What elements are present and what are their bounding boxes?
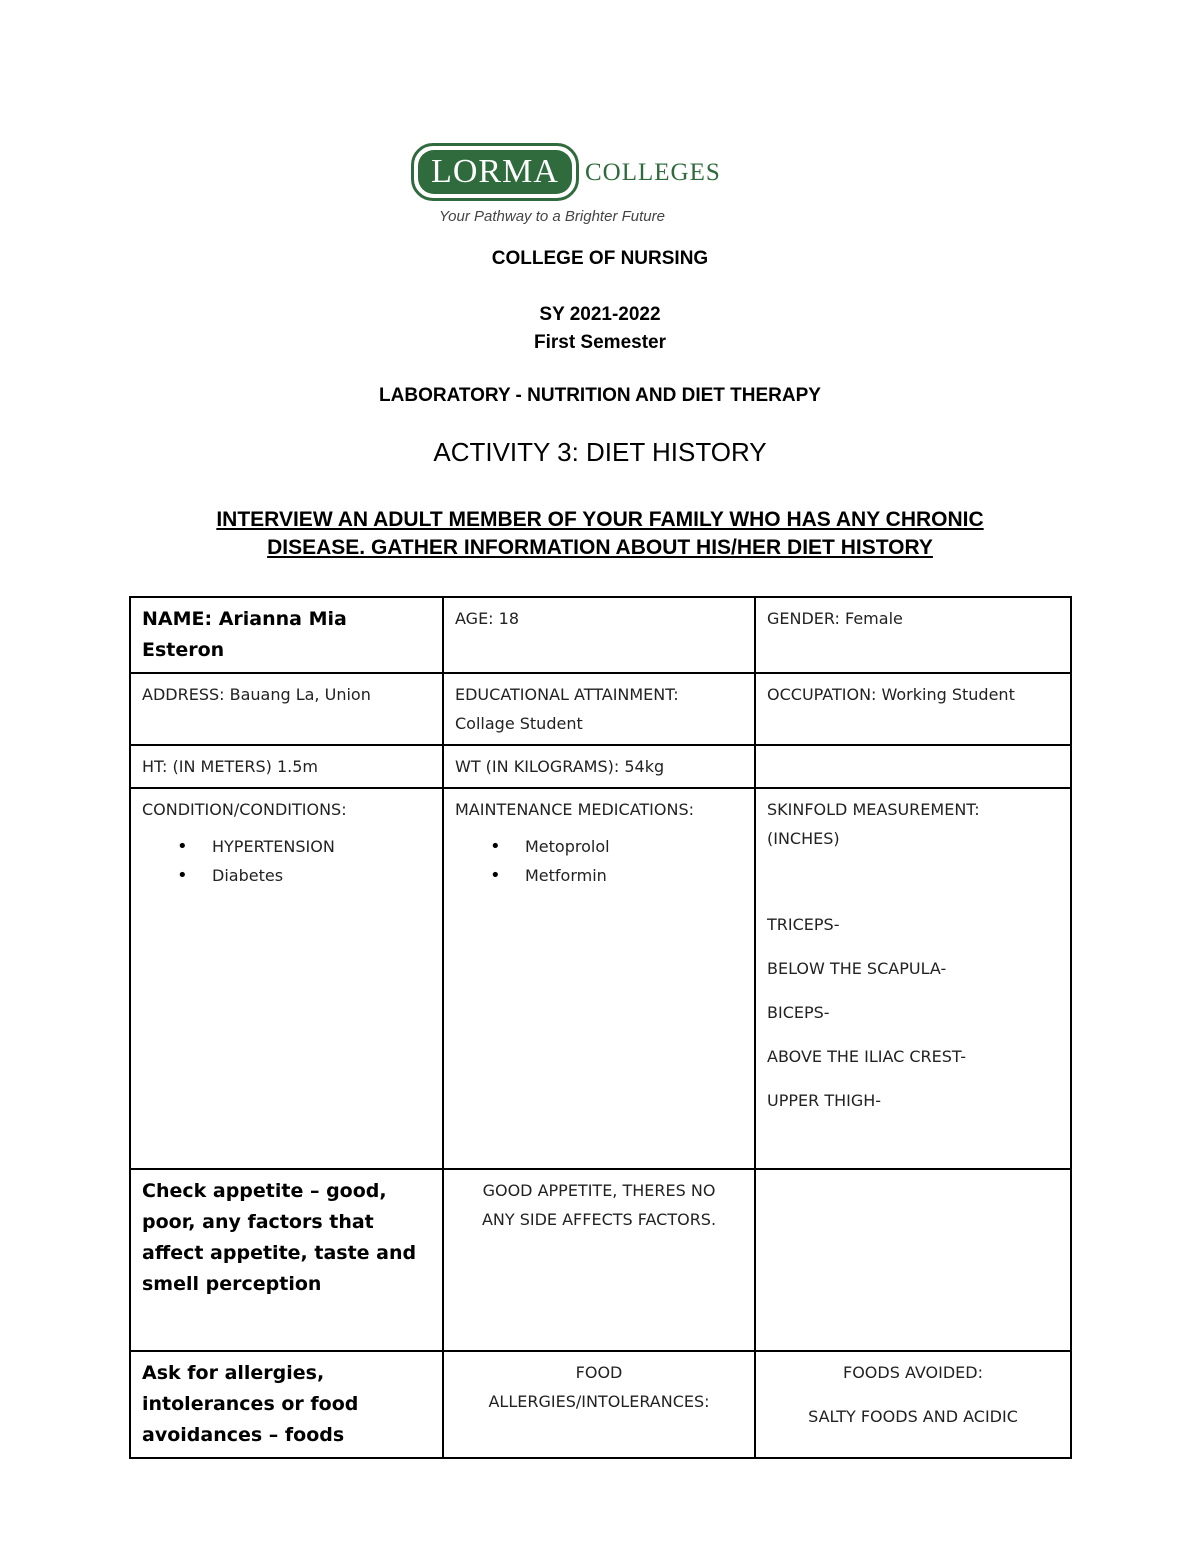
semester: First Semester xyxy=(533,332,666,353)
logo-badge xyxy=(411,143,579,201)
diet-history-form xyxy=(129,596,1072,1459)
list-item: • Metoprolol xyxy=(525,832,743,861)
age-cell xyxy=(443,597,755,673)
allergy-label-line-1: FOOD xyxy=(575,1363,623,1382)
logo-colleges-text: COLLEGES xyxy=(585,159,721,186)
list-item: • HYPERTENSION xyxy=(212,832,431,861)
instructions xyxy=(0,506,1200,562)
appetite-prompt-cell xyxy=(130,1169,443,1351)
empty-cell xyxy=(755,1169,1071,1351)
appetite-answer-line-2: ANY SIDE AFFECTS FACTORS. xyxy=(481,1210,717,1229)
logo-brand: LORMA xyxy=(431,153,559,190)
list-item: BICEPS- xyxy=(767,1003,830,1022)
allergy-prompt: Ask for allergies, intolerances or food avoidances – foods xyxy=(142,1362,359,1446)
height-field: HT: (IN METERS) 1.5m xyxy=(142,757,318,776)
weight-cell xyxy=(443,745,755,788)
height-cell xyxy=(130,745,443,788)
education-value: Collage Student xyxy=(455,714,583,733)
table-row xyxy=(130,745,1071,788)
empty-cell xyxy=(755,745,1071,788)
table-row xyxy=(130,673,1071,745)
allergy-prompt-cell xyxy=(130,1351,443,1458)
list-item: • Metformin xyxy=(525,861,743,890)
appetite-answer-line-1: GOOD APPETITE, THERES NO xyxy=(482,1181,716,1200)
appetite-answer-cell xyxy=(443,1169,755,1351)
list-item: BELOW THE SCAPULA- xyxy=(767,959,947,978)
college-heading: COLLEGE OF NURSING xyxy=(491,248,709,269)
lorma-logo xyxy=(411,143,741,233)
medications-cell xyxy=(443,788,755,1169)
list-item: • Diabetes xyxy=(212,861,431,890)
activity-title: ACTIVITY 3: DIET HISTORY xyxy=(433,437,767,467)
list-item: TRICEPS- xyxy=(767,915,840,934)
name-field: NAME: Arianna Mia Esteron xyxy=(142,608,347,661)
address-cell xyxy=(130,673,443,745)
name-cell xyxy=(130,597,443,673)
conditions-label: CONDITION/CONDITIONS: xyxy=(142,800,347,819)
skinfold-list xyxy=(767,903,1059,1123)
education-label: EDUCATIONAL ATTAINMENT: xyxy=(455,685,679,704)
table-row xyxy=(130,788,1071,1169)
table-row xyxy=(130,1169,1071,1351)
skinfold-cell xyxy=(755,788,1071,1169)
allergy-label-line-2: ALLERGIES/INTOLERANCES: xyxy=(488,1392,710,1411)
medications-list xyxy=(455,832,743,890)
instruction-line-2: DISEASE. GATHER INFORMATION ABOUT HIS/HER DIET HISTORY xyxy=(267,536,933,559)
table-row xyxy=(130,1351,1071,1458)
instruction-line-1: INTERVIEW AN ADULT MEMBER OF YOUR FAMILY WHO HAS ANY CHRONIC xyxy=(216,508,984,531)
avoided-value: SALTY FOODS AND ACIDIC xyxy=(808,1407,1018,1426)
conditions-cell xyxy=(130,788,443,1169)
avoided-cell xyxy=(755,1351,1071,1458)
gender-field: GENDER: Female xyxy=(767,609,903,628)
gender-cell xyxy=(755,597,1071,673)
age-field: AGE: 18 xyxy=(455,609,520,628)
allergy-cell xyxy=(443,1351,755,1458)
logo-tagline: Your Pathway to a Brighter Future xyxy=(439,208,665,225)
lab-title: LABORATORY - NUTRITION AND DIET THERAPY xyxy=(379,385,821,406)
weight-field: WT (IN KILOGRAMS): 54kg xyxy=(455,757,665,776)
appetite-prompt: Check appetite – good, poor, any factors that affect appetite, taste and smell perception xyxy=(142,1180,417,1295)
avoided-label: FOODS AVOIDED: xyxy=(843,1363,983,1382)
medications-label: MAINTENANCE MEDICATIONS: xyxy=(455,800,694,819)
conditions-list xyxy=(142,832,431,890)
occupation-cell xyxy=(755,673,1071,745)
skinfold-label: SKINFOLD MEASUREMENT: xyxy=(767,800,980,819)
school-year: SY 2021-2022 xyxy=(539,304,661,325)
address-field: ADDRESS: Bauang La, Union xyxy=(142,685,371,704)
list-item: ABOVE THE ILIAC CREST- xyxy=(767,1047,966,1066)
education-cell xyxy=(443,673,755,745)
skinfold-unit: (INCHES) xyxy=(767,829,840,848)
table-row xyxy=(130,597,1071,673)
occupation-field: OCCUPATION: Working Student xyxy=(767,685,1015,704)
list-item: UPPER THIGH- xyxy=(767,1091,882,1110)
